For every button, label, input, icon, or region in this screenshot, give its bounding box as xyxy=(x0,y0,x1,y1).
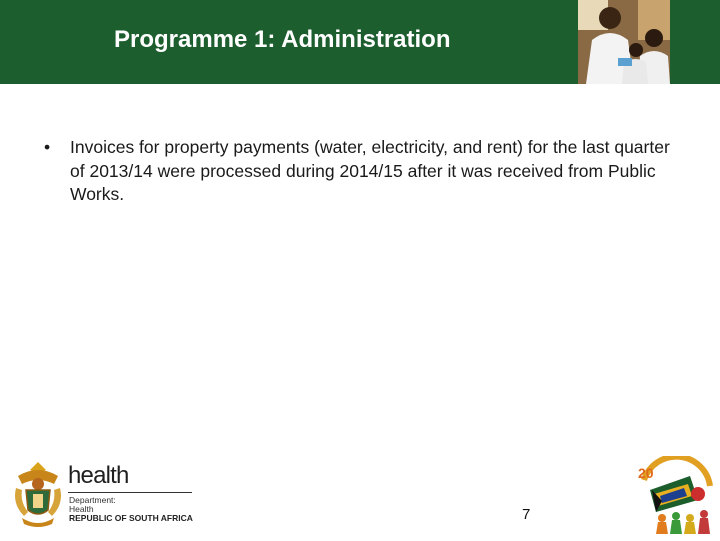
bullet-dot-icon: • xyxy=(44,137,51,157)
svg-text:20: 20 xyxy=(638,465,654,481)
bullet-text: Invoices for property payments (water, electricity, and rent) for the last quarter of 2013/14 were processed during 2014/15 after it was received from Public Works. xyxy=(70,137,670,204)
slide-title: Programme 1: Administration xyxy=(114,26,451,53)
divider xyxy=(68,492,192,493)
country-name: REPUBLIC OF SOUTH AFRICA xyxy=(69,513,193,523)
bullet-item xyxy=(44,136,684,207)
coat-of-arms-icon xyxy=(8,458,68,530)
dept-label: Department: xyxy=(69,495,116,505)
dept-name: Health xyxy=(69,504,94,514)
health-wordmark: health xyxy=(68,462,129,489)
bullet-list xyxy=(44,136,684,207)
header-photo xyxy=(578,0,670,84)
twenty-years-freedom-logo xyxy=(632,456,716,536)
page-number: 7 xyxy=(522,506,531,523)
department-logo xyxy=(68,462,194,526)
